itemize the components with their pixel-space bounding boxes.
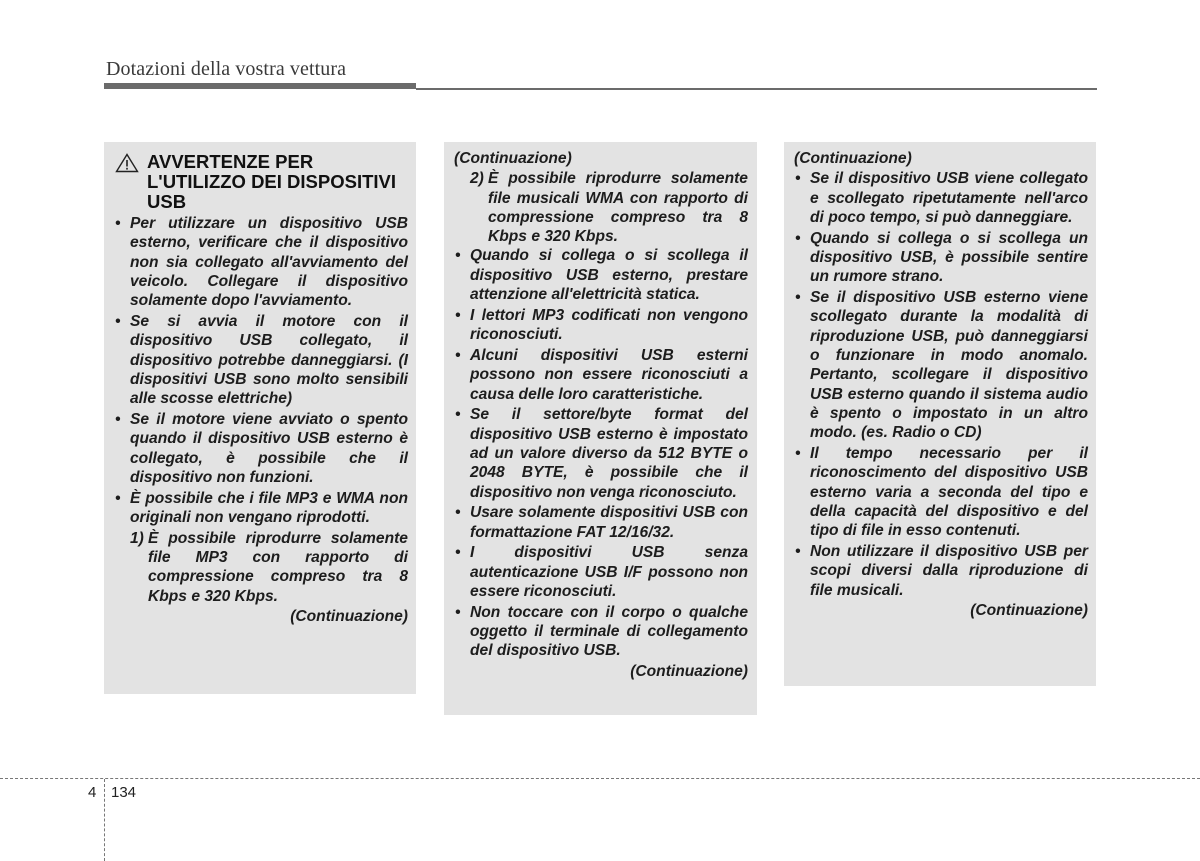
warning-title: AVVERTENZE PER L'UTILIZZO DEI DISPOSITIVI USB (147, 151, 397, 212)
sub-item (454, 169, 748, 246)
sub-item-number: 1) (130, 529, 144, 547)
list-item: • È possibile che i file MP3 e WMA non originali non vengano riprodotti. (114, 489, 408, 528)
list-item: • Usare solamente dispositivi USB con formattazione FAT 12/16/32. (454, 503, 748, 542)
warning-list (454, 246, 748, 660)
list-item: • Il tempo necessario per il riconoscimento del dispositivo USB esterno varia a seconda del tipo e della capacità del dispositivo e del tipo di file in esso contenuti. (794, 444, 1088, 540)
continuation-label: (Continuazione) (290, 607, 408, 625)
list-item: • Se si avvia il motore con il dispositivo USB collegato, il dispositivo potrebbe danneggiarsi. (I dispositivi USB sono molto sensibili alle scosse elettriche) (114, 312, 408, 408)
continuation-label: (Continuazione) (970, 602, 1088, 620)
continued-panel-2 (444, 142, 757, 715)
header-rule-thick (104, 83, 416, 89)
warning-list (114, 214, 408, 527)
list-item: • Non utilizzare il dispositivo USB per scopi diversi dalla riproduzione di file musicali. (794, 542, 1088, 600)
list-item: • Se il motore viene avviato o spento quando il dispositivo USB esterno è collegato, è possibile che il dispositivo non funzioni. (114, 410, 408, 487)
list-item: • Se il settore/byte format del dispositivo USB esterno è impostato ad un valore diverso da 512 BYTE o 2048 BYTE, è possibile che il dispositivo non venga riconosciuto. (454, 405, 748, 501)
list-item: • Se il dispositivo USB viene collegato e scollegato ripetutamente nell'arco di poco tempo, si può danneggiare. (794, 169, 1088, 227)
list-item: • I dispositivi USB senza autenticazione USB I/F possono non essere riconosciuti. (454, 543, 748, 601)
sub-item-number: 2) (470, 170, 484, 188)
warning-panel (104, 142, 416, 694)
sub-item (114, 529, 408, 606)
continuation-top-label: (Continuazione) (454, 150, 572, 167)
page-header-title: Dotazioni della vostra vettura (106, 58, 347, 80)
chapter-number: 4 (88, 784, 97, 801)
list-item: • Quando si collega o si scollega il dispositivo USB esterno, prestare attenzione all'elettricità statica. (454, 246, 748, 304)
continuation-top-label: (Continuazione) (794, 150, 912, 167)
warning-heading (114, 152, 408, 212)
footer-dashed-vertical-rule (104, 779, 105, 861)
sub-item-text: È possibile riprodurre solamente file MP3 con rapporto di compressione compreso tra 8 Kbps e 320 Kbps. (148, 529, 408, 605)
continued-panel-3 (784, 142, 1096, 686)
sub-item-text: È possibile riprodurre solamente file musicali WMA con rapporto di compressione compreso tra 8 Kbps e 320 Kbps. (488, 170, 748, 246)
footer-dashed-rule (0, 778, 1200, 779)
continuation-label: (Continuazione) (630, 663, 748, 681)
list-item: • Quando si collega o si scollega un dispositivo USB, è possibile sentire un rumore strano. (794, 229, 1088, 287)
list-item: • Non toccare con il corpo o qualche oggetto il terminale di collegamento del dispositivo USB. (454, 603, 748, 661)
list-item: • Se il dispositivo USB esterno viene scollegato durante la modalità di riproduzione USB, può danneggiarsi o funzionare in modo anomalo. Pertanto, scollegare il dispositivo USB esterno quando il sistema audio è spento o impostato in un altro modo. (es. Radio o CD) (794, 288, 1088, 442)
warning-triangle-icon (115, 153, 139, 173)
page-number: 134 (111, 784, 137, 801)
header-rule-thin (416, 88, 1097, 90)
warning-list (794, 169, 1088, 600)
list-item: • I lettori MP3 codificati non vengono riconosciuti. (454, 306, 748, 345)
list-item: • Per utilizzare un dispositivo USB esterno, verificare che il dispositivo non sia collegato all'avviamento del veicolo. Collegare il dispositivo solamente dopo l'avviamento. (114, 214, 408, 310)
list-item: • Alcuni dispositivi USB esterni possono non essere riconosciuti a causa delle loro caratteristiche. (454, 346, 748, 404)
